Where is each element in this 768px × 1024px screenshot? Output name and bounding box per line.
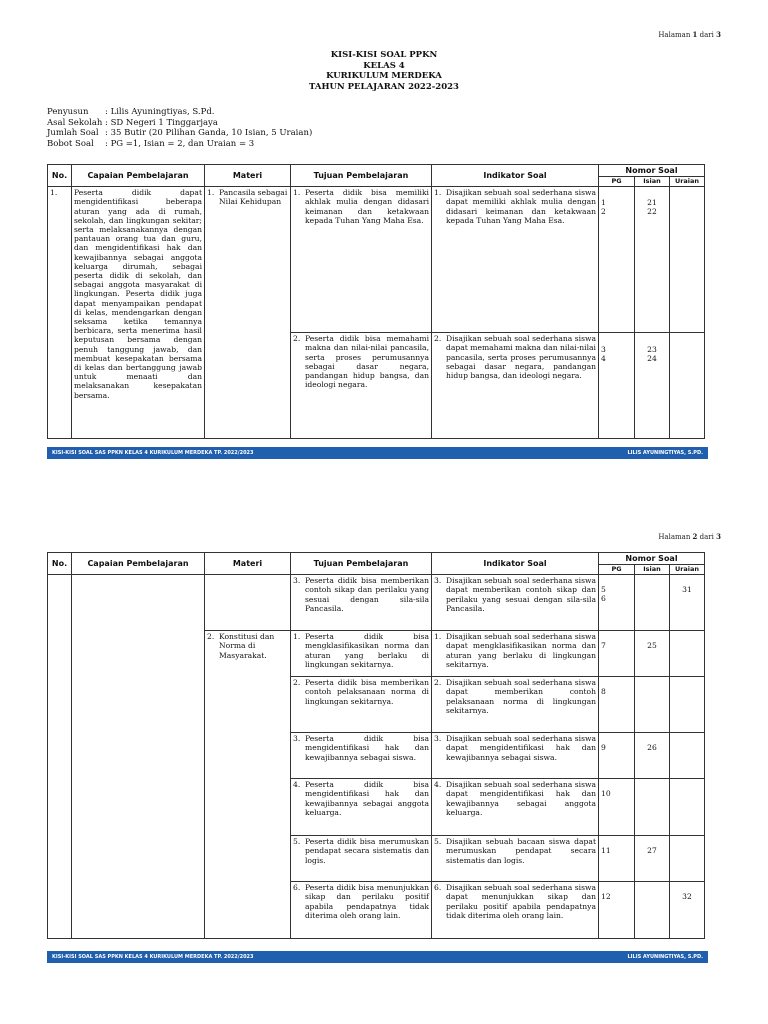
- pg-number: 9: [601, 743, 606, 753]
- isian-number: 23: [647, 345, 657, 355]
- header-uraian: Uraian: [670, 565, 705, 575]
- cell-tujuan: [291, 333, 432, 439]
- cell-tujuan: [291, 836, 432, 882]
- meta-value: : SD Negeri 1 Tinggarjaya: [105, 117, 218, 128]
- cell-pg: [599, 733, 635, 779]
- table-row: [48, 575, 705, 631]
- footer-left-text: KISI-KISI SOAL SAS PPKN KELAS 4 KURIKULUM MERDEKA TP. 2022/2023: [52, 954, 254, 960]
- isian-number: 21: [647, 198, 657, 208]
- table-row: [48, 187, 705, 333]
- cell-pg: [599, 836, 635, 882]
- list-number: 4.: [293, 780, 301, 790]
- tujuan-text: Peserta didik bisa mengidentifikasi hak dan kewajibannya sebagai anggota keluarga.: [305, 780, 429, 817]
- cell-no: [48, 575, 72, 939]
- meta-label: Jumlah Soal: [47, 128, 99, 138]
- cell-isian: [635, 677, 670, 733]
- list-number: 3.: [293, 576, 301, 586]
- header-pg: PG: [599, 565, 635, 575]
- header-materi: Materi: [205, 165, 291, 187]
- materi-text: Pancasila sebagai Nilai Kehidupan: [219, 188, 288, 207]
- tujuan-text: Peserta didik bisa mengklasifikasikan norma dan aturan yang berlaku di lingkungan sekitarnya.: [305, 632, 429, 669]
- meta-row-asal-sekolah: [47, 118, 312, 129]
- cell-tujuan: [291, 733, 432, 779]
- list-number: 3.: [293, 734, 301, 744]
- list-number: 1.: [293, 632, 301, 642]
- cell-pg: [599, 631, 635, 677]
- page-number: [658, 532, 721, 541]
- cell-pg: [599, 677, 635, 733]
- cell-tujuan: [291, 631, 432, 677]
- title-line: TAHUN PELAJARAN 2022-2023: [309, 81, 459, 92]
- footer-left-text: KISI-KISI SOAL SAS PPKN KELAS 4 KURIKULUM MERDEKA TP. 2022/2023: [52, 450, 254, 456]
- list-number: 1.: [434, 188, 442, 198]
- indikator-text: Disajikan sebuah soal sederhana siswa dapat mengidentifikasi hak dan kewajibannya sebagai anggota keluarga.: [446, 780, 596, 817]
- pg-number: 3: [601, 345, 606, 355]
- materi-text: Konstitusi dan Norma di Masyarakat.: [219, 632, 275, 660]
- document-title: [0, 50, 768, 92]
- cell-indikator: [432, 882, 599, 939]
- cell-isian: [635, 882, 670, 939]
- header-no: No.: [48, 553, 72, 575]
- footer-bar: [47, 951, 708, 963]
- cell-isian: [635, 575, 670, 631]
- header-nomor-soal: Nomor Soal: [599, 553, 705, 565]
- page-number-sep: dari: [697, 31, 717, 39]
- meta-label: Asal Sekolah: [47, 117, 103, 128]
- tujuan-text: Peserta didik bisa memberikan contoh sikap dan perilaku yang sesuai dengan sila-sila Pancasila.: [305, 576, 429, 613]
- cell-indikator: [432, 631, 599, 677]
- cell-tujuan: [291, 187, 432, 333]
- cell-materi: [205, 631, 291, 939]
- list-number: 2.: [293, 678, 301, 688]
- cell-isian: [635, 187, 670, 333]
- page-1: [0, 0, 768, 470]
- pg-number: 7: [601, 641, 606, 651]
- uraian-number: 31: [682, 585, 692, 595]
- list-number: 5.: [434, 837, 442, 847]
- page-number-total: 3: [716, 30, 721, 39]
- tujuan-text: Peserta didik bisa merumuskan pendapat secara sistematis dan logis.: [305, 837, 429, 865]
- indikator-text: Disajikan sebuah soal sederhana siswa dapat mengidentifikasi hak dan kewajibannya sebagai siswa.: [446, 734, 596, 762]
- cell-uraian: [670, 677, 705, 733]
- footer-right-text: LILIS AYUNINGTIYAS, S.PD.: [627, 450, 703, 456]
- cell-materi: [205, 575, 291, 631]
- header-isian: Isian: [635, 177, 670, 187]
- header-isian: Isian: [635, 565, 670, 575]
- meta-row-penyusun: [47, 107, 312, 118]
- isian-number: 22: [647, 207, 657, 217]
- cell-uraian: [670, 779, 705, 836]
- list-number: 1.: [207, 188, 215, 198]
- list-number: 3.: [434, 576, 442, 586]
- cell-indikator: [432, 575, 599, 631]
- pg-number: 2: [601, 207, 606, 217]
- document-meta: [47, 107, 312, 149]
- cell-uraian: [670, 733, 705, 779]
- meta-value: : Lilis Ayuningtiyas, S.Pd.: [105, 107, 215, 117]
- cell-pg: [599, 187, 635, 333]
- indikator-text: Disajikan sebuah soal sederhana siswa dapat memberikan contoh sikap dan perilaku yang sesuai dengan sila-sila Pancasila.: [446, 576, 596, 613]
- list-number: 4.: [434, 780, 442, 790]
- page-gap: [0, 470, 768, 520]
- list-number: 2.: [434, 678, 442, 688]
- list-number: 2.: [293, 334, 301, 344]
- cell-tujuan: [291, 575, 432, 631]
- page-number-label: Halaman: [658, 533, 693, 541]
- cell-capaian: Peserta didik dapat mengidentifikasi beberapa aturan yang ada di rumah, sekolah, dan lingkungan sekitar; serta melaksanakannya dengan pantauan orang tua dan guru, dan mengidentifikasi hak dan kewajibannya sebagai anggota keluarga dirumah, sebagai peserta didik di sekolah, dan sebagai anggota masyarakat di lingkungan. Peserta didik juga dapat menyampaikan pendapat di kelas, mendengarkan dengan seksama ketika temannya berbicara, serta menerima hasil keputusan bersama dengan penuh tanggung jawab, dan membuat kesepakatan bersama di kelas dan bertanggung jawab untuk menaati dan melaksanakan kesepakatan bersama.: [72, 187, 205, 439]
- isian-number: 25: [647, 641, 657, 651]
- uraian-number: 32: [682, 892, 692, 902]
- pg-number: 4: [601, 354, 606, 364]
- isian-number: 27: [647, 846, 657, 856]
- header-nomor-soal: Nomor Soal: [599, 165, 705, 177]
- meta-value: : PG =1, Isian = 2, dan Uraian = 3: [105, 138, 255, 149]
- header-uraian: Uraian: [670, 177, 705, 187]
- list-number: 1.: [293, 188, 301, 198]
- pg-number: 10: [601, 789, 611, 799]
- cell-indikator: [432, 677, 599, 733]
- cell-uraian: [670, 882, 705, 939]
- cell-indikator: [432, 333, 599, 439]
- isian-number: 24: [647, 354, 657, 364]
- pg-number: 12: [601, 892, 611, 902]
- cell-materi: [205, 187, 291, 439]
- page-number-label: Halaman: [658, 31, 693, 39]
- pg-number: 6: [601, 594, 606, 604]
- list-number: 6.: [434, 883, 442, 893]
- cell-pg: [599, 779, 635, 836]
- tujuan-text: Peserta didik bisa memberikan contoh pelaksanaan norma di lingkungan sekitarnya.: [305, 678, 429, 706]
- header-materi: Materi: [205, 553, 291, 575]
- cell-isian: [635, 733, 670, 779]
- page-number-current: 1: [692, 30, 698, 39]
- pg-number: 8: [601, 687, 606, 697]
- meta-row-bobot-soal: [47, 139, 312, 150]
- indikator-text: Disajikan sebuah bacaan siswa dapat merumuskan pendapat secara sistematis dan logis.: [446, 837, 596, 865]
- cell-uraian: [670, 187, 705, 333]
- header-tujuan: Tujuan Pembelajaran: [291, 165, 432, 187]
- tujuan-text: Peserta didik bisa mengidentifikasi hak dan kewajibannya sebagai siswa.: [305, 734, 429, 762]
- indikator-text: Disajikan sebuah soal sederhana siswa dapat mengklasifikasikan norma dan aturan yang berlaku di lingkungan sekitarnya.: [446, 632, 596, 669]
- meta-label: Bobot Soal: [47, 138, 94, 149]
- indikator-text: Disajikan sebuah soal sederhana siswa dapat memberikan contoh pelaksanaan norma di lingkungan sekitarnya.: [446, 678, 596, 715]
- list-number: 2.: [434, 334, 442, 344]
- title-line: KELAS 4: [363, 60, 405, 71]
- cell-indikator: [432, 779, 599, 836]
- indikator-text: Disajikan sebuah soal sederhana siswa dapat menunjukkan sikap dan perilaku positif apabila pendapatnya tidak diterima oleh orang lain.: [446, 883, 596, 920]
- pg-number: 1: [601, 198, 606, 208]
- meta-value: : 35 Butir (20 Pilihan Ganda, 10 Isian, 5 Uraian): [105, 128, 313, 138]
- tujuan-text: Peserta didik bisa menunjukkan sikap dan perilaku positif apabila pendapatnya tidak diterima oleh orang lain.: [305, 883, 429, 920]
- pg-number: 5: [601, 585, 606, 595]
- footer-bar: [47, 447, 708, 459]
- tujuan-text: Peserta didik bisa memahami makna dan nilai-nilai pancasila, serta proses perumusannya sebagai dasar negara, pandangan hidup bangsa, dan ideologi negara.: [305, 334, 429, 390]
- list-number: 6.: [293, 883, 301, 893]
- list-number: 3.: [434, 734, 442, 744]
- cell-tujuan: [291, 779, 432, 836]
- cell-isian: [635, 836, 670, 882]
- header-tujuan: Tujuan Pembelajaran: [291, 553, 432, 575]
- cell-no: 1.: [48, 187, 72, 439]
- pg-number: 11: [601, 846, 611, 856]
- indikator-text: Disajikan sebuah soal sederhana siswa dapat memahami makna dan nilai-nilai pancasila, serta proses perumusannya sebagai dasar negara, pandangan hidup bangsa, dan ideologi negara.: [446, 334, 596, 381]
- page-2: [0, 520, 768, 1024]
- cell-tujuan: [291, 882, 432, 939]
- cell-indikator: [432, 187, 599, 333]
- page-number-total: 3: [716, 532, 721, 541]
- cell-pg: [599, 882, 635, 939]
- tujuan-text: Peserta didik bisa memiliki akhlak mulia dengan didasari keimanan dan ketakwaan kepada Tuhan Yang Maha Esa.: [305, 188, 429, 225]
- meta-row-jumlah-soal: [47, 128, 312, 139]
- header-capaian: Capaian Pembelajaran: [72, 553, 205, 575]
- kisi-kisi-table: [47, 164, 705, 439]
- page-number: [658, 30, 721, 39]
- page-number-current: 2: [692, 532, 698, 541]
- cell-isian: [635, 631, 670, 677]
- cell-indikator: [432, 836, 599, 882]
- cell-uraian: [670, 575, 705, 631]
- header-pg: PG: [599, 177, 635, 187]
- cell-uraian: [670, 333, 705, 439]
- title-line: KURIKULUM MERDEKA: [326, 71, 442, 81]
- title-line: KISI-KISI SOAL PPKN: [330, 50, 438, 60]
- cell-capaian: [72, 575, 205, 939]
- page-number-sep: dari: [697, 533, 717, 541]
- isian-number: 26: [647, 743, 657, 753]
- cell-isian: [635, 779, 670, 836]
- header-indikator: Indikator Soal: [432, 553, 599, 575]
- cell-isian: [635, 333, 670, 439]
- cell-pg: [599, 575, 635, 631]
- cell-pg: [599, 333, 635, 439]
- list-number: 1.: [434, 632, 442, 642]
- cell-uraian: [670, 631, 705, 677]
- cell-uraian: [670, 836, 705, 882]
- header-indikator: Indikator Soal: [432, 165, 599, 187]
- header-no: No.: [48, 165, 72, 187]
- indikator-text: Disajikan sebuah soal sederhana siswa dapat memiliki akhlak mulia dengan didasari keimanan dan ketakwaan kepada Tuhan Yang Maha Esa.: [446, 188, 596, 225]
- cell-indikator: [432, 733, 599, 779]
- cell-tujuan: [291, 677, 432, 733]
- list-number: 2.: [207, 632, 215, 642]
- header-capaian: Capaian Pembelajaran: [72, 165, 205, 187]
- meta-label: Penyusun: [47, 107, 89, 117]
- list-number: 5.: [293, 837, 301, 847]
- footer-right-text: LILIS AYUNINGTIYAS, S.PD.: [627, 954, 703, 960]
- kisi-kisi-table: [47, 552, 705, 939]
